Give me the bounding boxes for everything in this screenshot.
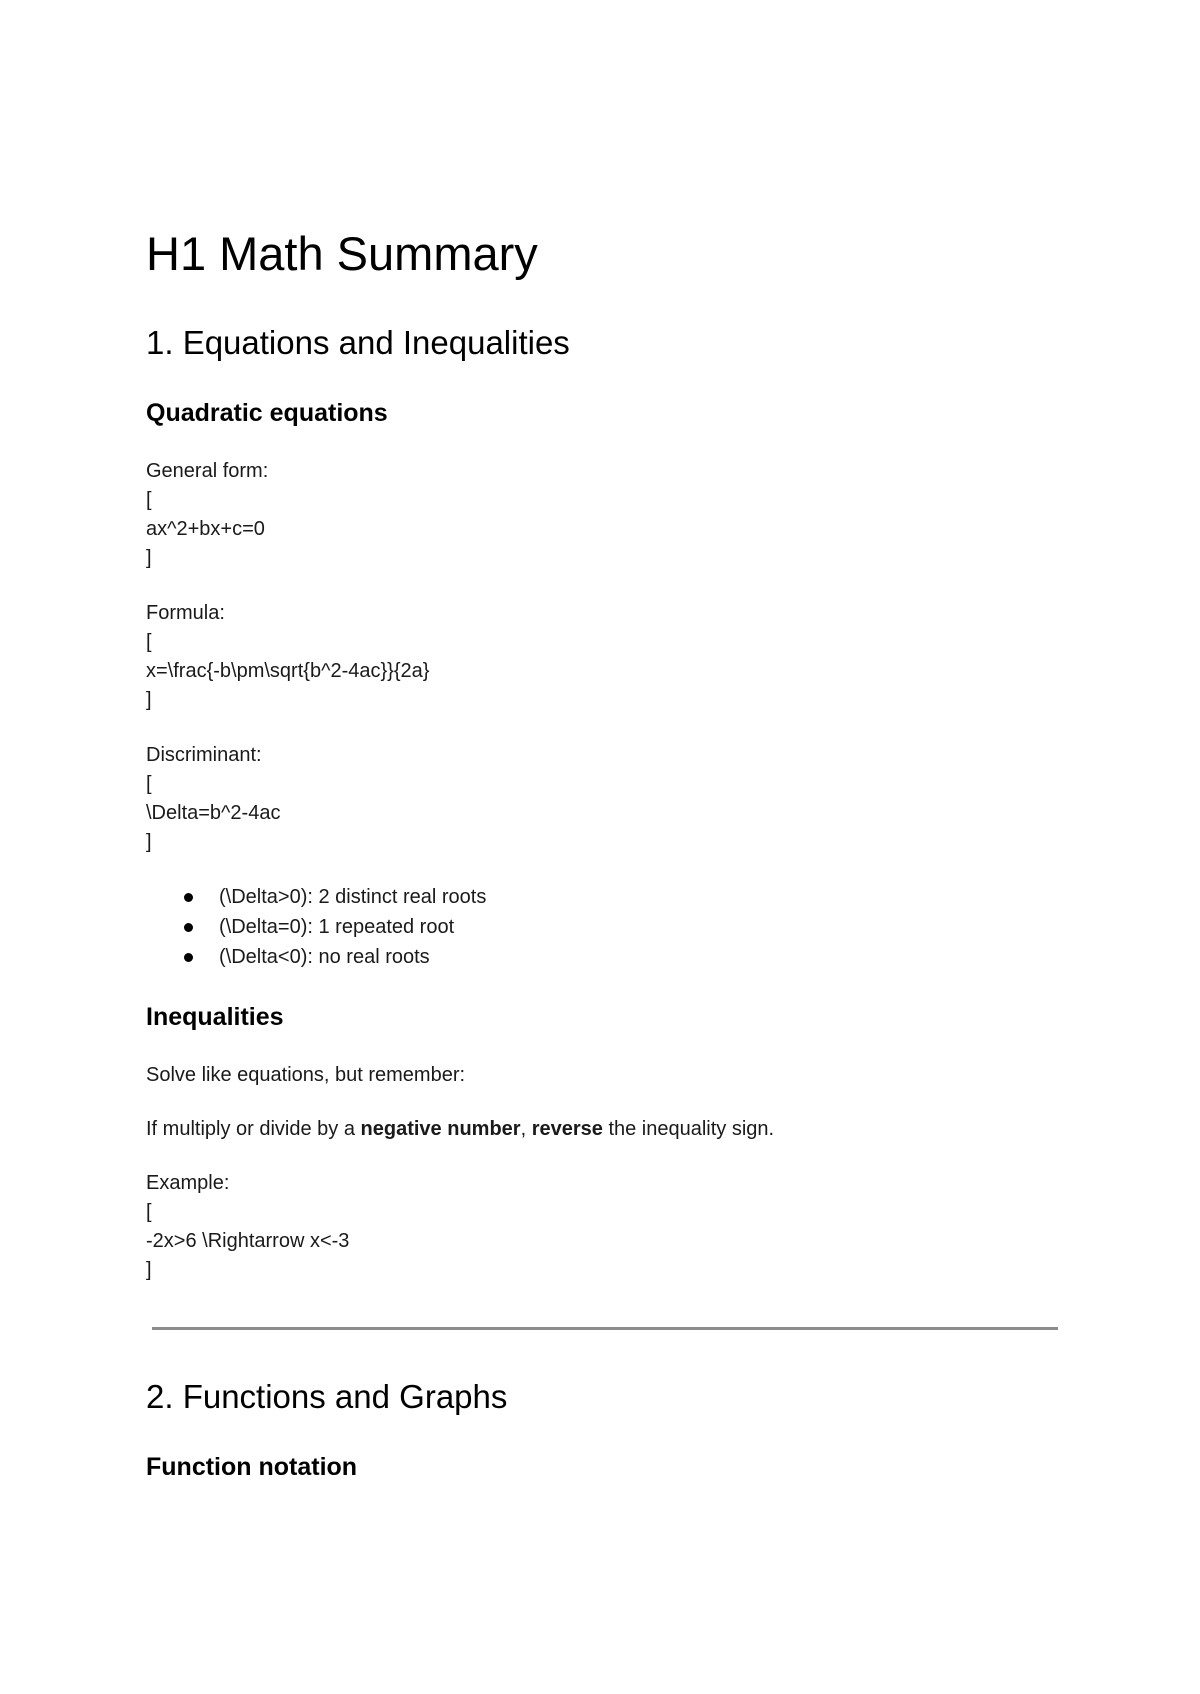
math-close-bracket: ] — [146, 831, 152, 853]
subheading-inequalities: Inequalities — [146, 1003, 284, 1031]
subheading-function-notation: Function notation — [146, 1453, 358, 1481]
math-open-bracket: [ — [146, 773, 152, 795]
math-close-bracket: ] — [146, 1259, 152, 1281]
formula-label: Formula: — [146, 602, 225, 624]
example-label: Example: — [146, 1172, 230, 1194]
bullet-dot-icon — [184, 893, 193, 902]
inequalities-intro: Solve like equations, but remember: — [146, 1064, 466, 1086]
example-expression: -2x>6 \Rightarrow x<-3 — [146, 1230, 350, 1252]
discriminant-expression: \Delta=b^2-4ac — [146, 802, 281, 824]
subheading-quadratic: Quadratic equations — [146, 399, 388, 427]
list-item: (\Delta<0): no real roots — [219, 946, 430, 968]
rule-bold-negative-number: negative number — [360, 1118, 521, 1140]
math-close-bracket: ] — [146, 689, 152, 711]
discriminant-label: Discriminant: — [146, 744, 262, 766]
page-title: H1 Math Summary — [146, 227, 538, 280]
general-form-label: General form: — [146, 460, 269, 482]
section-divider — [152, 1327, 1058, 1330]
section-heading-functions: 2. Functions and Graphs — [146, 1378, 508, 1415]
quadratic-formula-expression: x=\frac{-b\pm\sqrt{b^2-4ac}}{2a} — [146, 660, 430, 682]
list-item: (\Delta=0): 1 repeated root — [219, 916, 455, 938]
math-open-bracket: [ — [146, 631, 152, 653]
general-form-expression: ax^2+bx+c=0 — [146, 518, 265, 540]
math-close-bracket: ] — [146, 547, 152, 569]
math-open-bracket: [ — [146, 1201, 152, 1223]
rule-suffix: the inequality sign. — [602, 1118, 775, 1140]
bullet-dot-icon — [184, 953, 193, 962]
list-item: (\Delta>0): 2 distinct real roots — [219, 886, 487, 908]
rule-comma: , — [520, 1118, 532, 1140]
rule-bold-reverse: reverse — [531, 1118, 603, 1140]
inequality-rule-text — [146, 1119, 774, 1139]
section-heading-equations: 1. Equations and Inequalities — [146, 324, 570, 361]
bullet-dot-icon — [184, 923, 193, 932]
math-open-bracket: [ — [146, 489, 152, 511]
rule-prefix: If multiply or divide by a — [146, 1118, 361, 1140]
